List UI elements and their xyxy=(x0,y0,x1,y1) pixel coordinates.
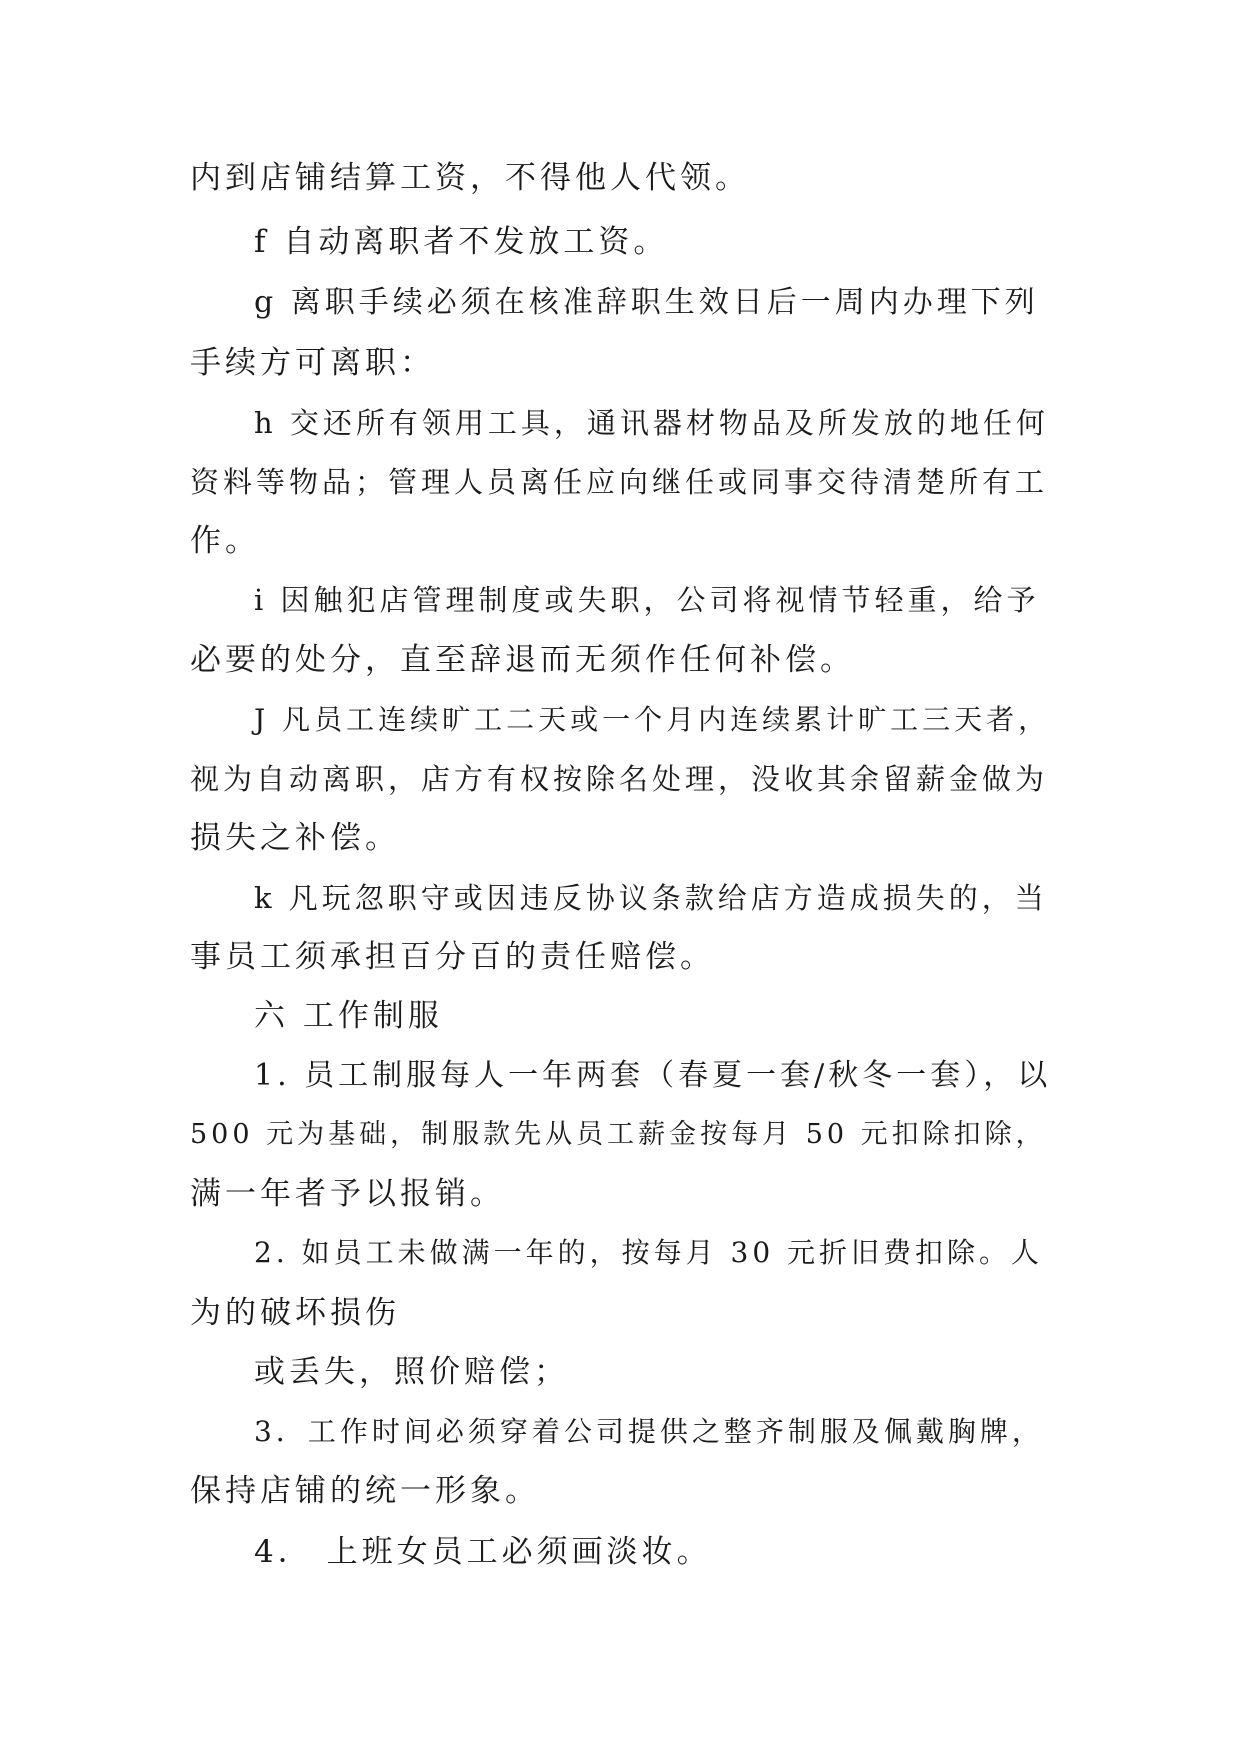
text-line: 事员工须承担百分百的责任赔偿。 xyxy=(190,939,715,975)
text-line: k 凡玩忽职守或因违反协议条款给店方造成损失的，当 xyxy=(254,881,1048,915)
text-line: 1. 员工制服每人一年两套（春夏一套/秋冬一套），以 xyxy=(254,1058,1052,1093)
text-line: 保持店铺的统一形象。 xyxy=(190,1473,540,1509)
text-line: f 自动离职者不发放工资。 xyxy=(254,224,669,260)
text-line: 2. 如员工未做满一年的，按每月 30 元折旧费扣除。人 xyxy=(254,1236,1044,1269)
text-line: 手续方可离职： xyxy=(190,345,435,381)
text-line: 满一年者予以报销。 xyxy=(190,1176,505,1212)
text-line: i 因触犯店管理制度或失职，公司将视情节轻重，给予 xyxy=(254,583,1040,617)
text-line: J 凡员工连续旷工二天或一个月内连续累计旷工三天者， xyxy=(254,703,1051,736)
text-line: 3．工作时间必须穿着公司提供之整齐制服及佩戴胸牌， xyxy=(254,1415,1044,1448)
text-line: 资料等物品；管理人员离任应向继任或同事交待清楚所有工 xyxy=(190,465,1049,499)
section-heading: 六 工作制服 xyxy=(254,998,443,1034)
text-line: 作。 xyxy=(190,523,260,559)
text-line: 视为自动离职，店方有权按除名处理，没收其余留薪金做为 xyxy=(190,762,1049,796)
text-line: 必要的处分，直至辞退而无须作任何补偿。 xyxy=(190,642,855,678)
text-line: 或丢失，照价赔偿； xyxy=(254,1354,569,1390)
text-line: 损失之补偿。 xyxy=(190,820,400,856)
text-line: 内到店铺结算工资，不得他人代领。 xyxy=(190,160,750,196)
text-line: h 交还所有领用工具，通讯器材物品及所发放的地任何 xyxy=(254,406,1049,440)
text-line: 4． 上班女员工必须画淡妆。 xyxy=(254,1534,712,1570)
text-line: 为的破坏损伤 xyxy=(190,1295,400,1331)
text-line: g 离职手续必须在核准辞职生效日后一周内办理下列 xyxy=(254,285,1039,320)
text-line: 500 元为基础，制服款先从员工薪金按每月 50 元扣除扣除， xyxy=(190,1119,1047,1150)
